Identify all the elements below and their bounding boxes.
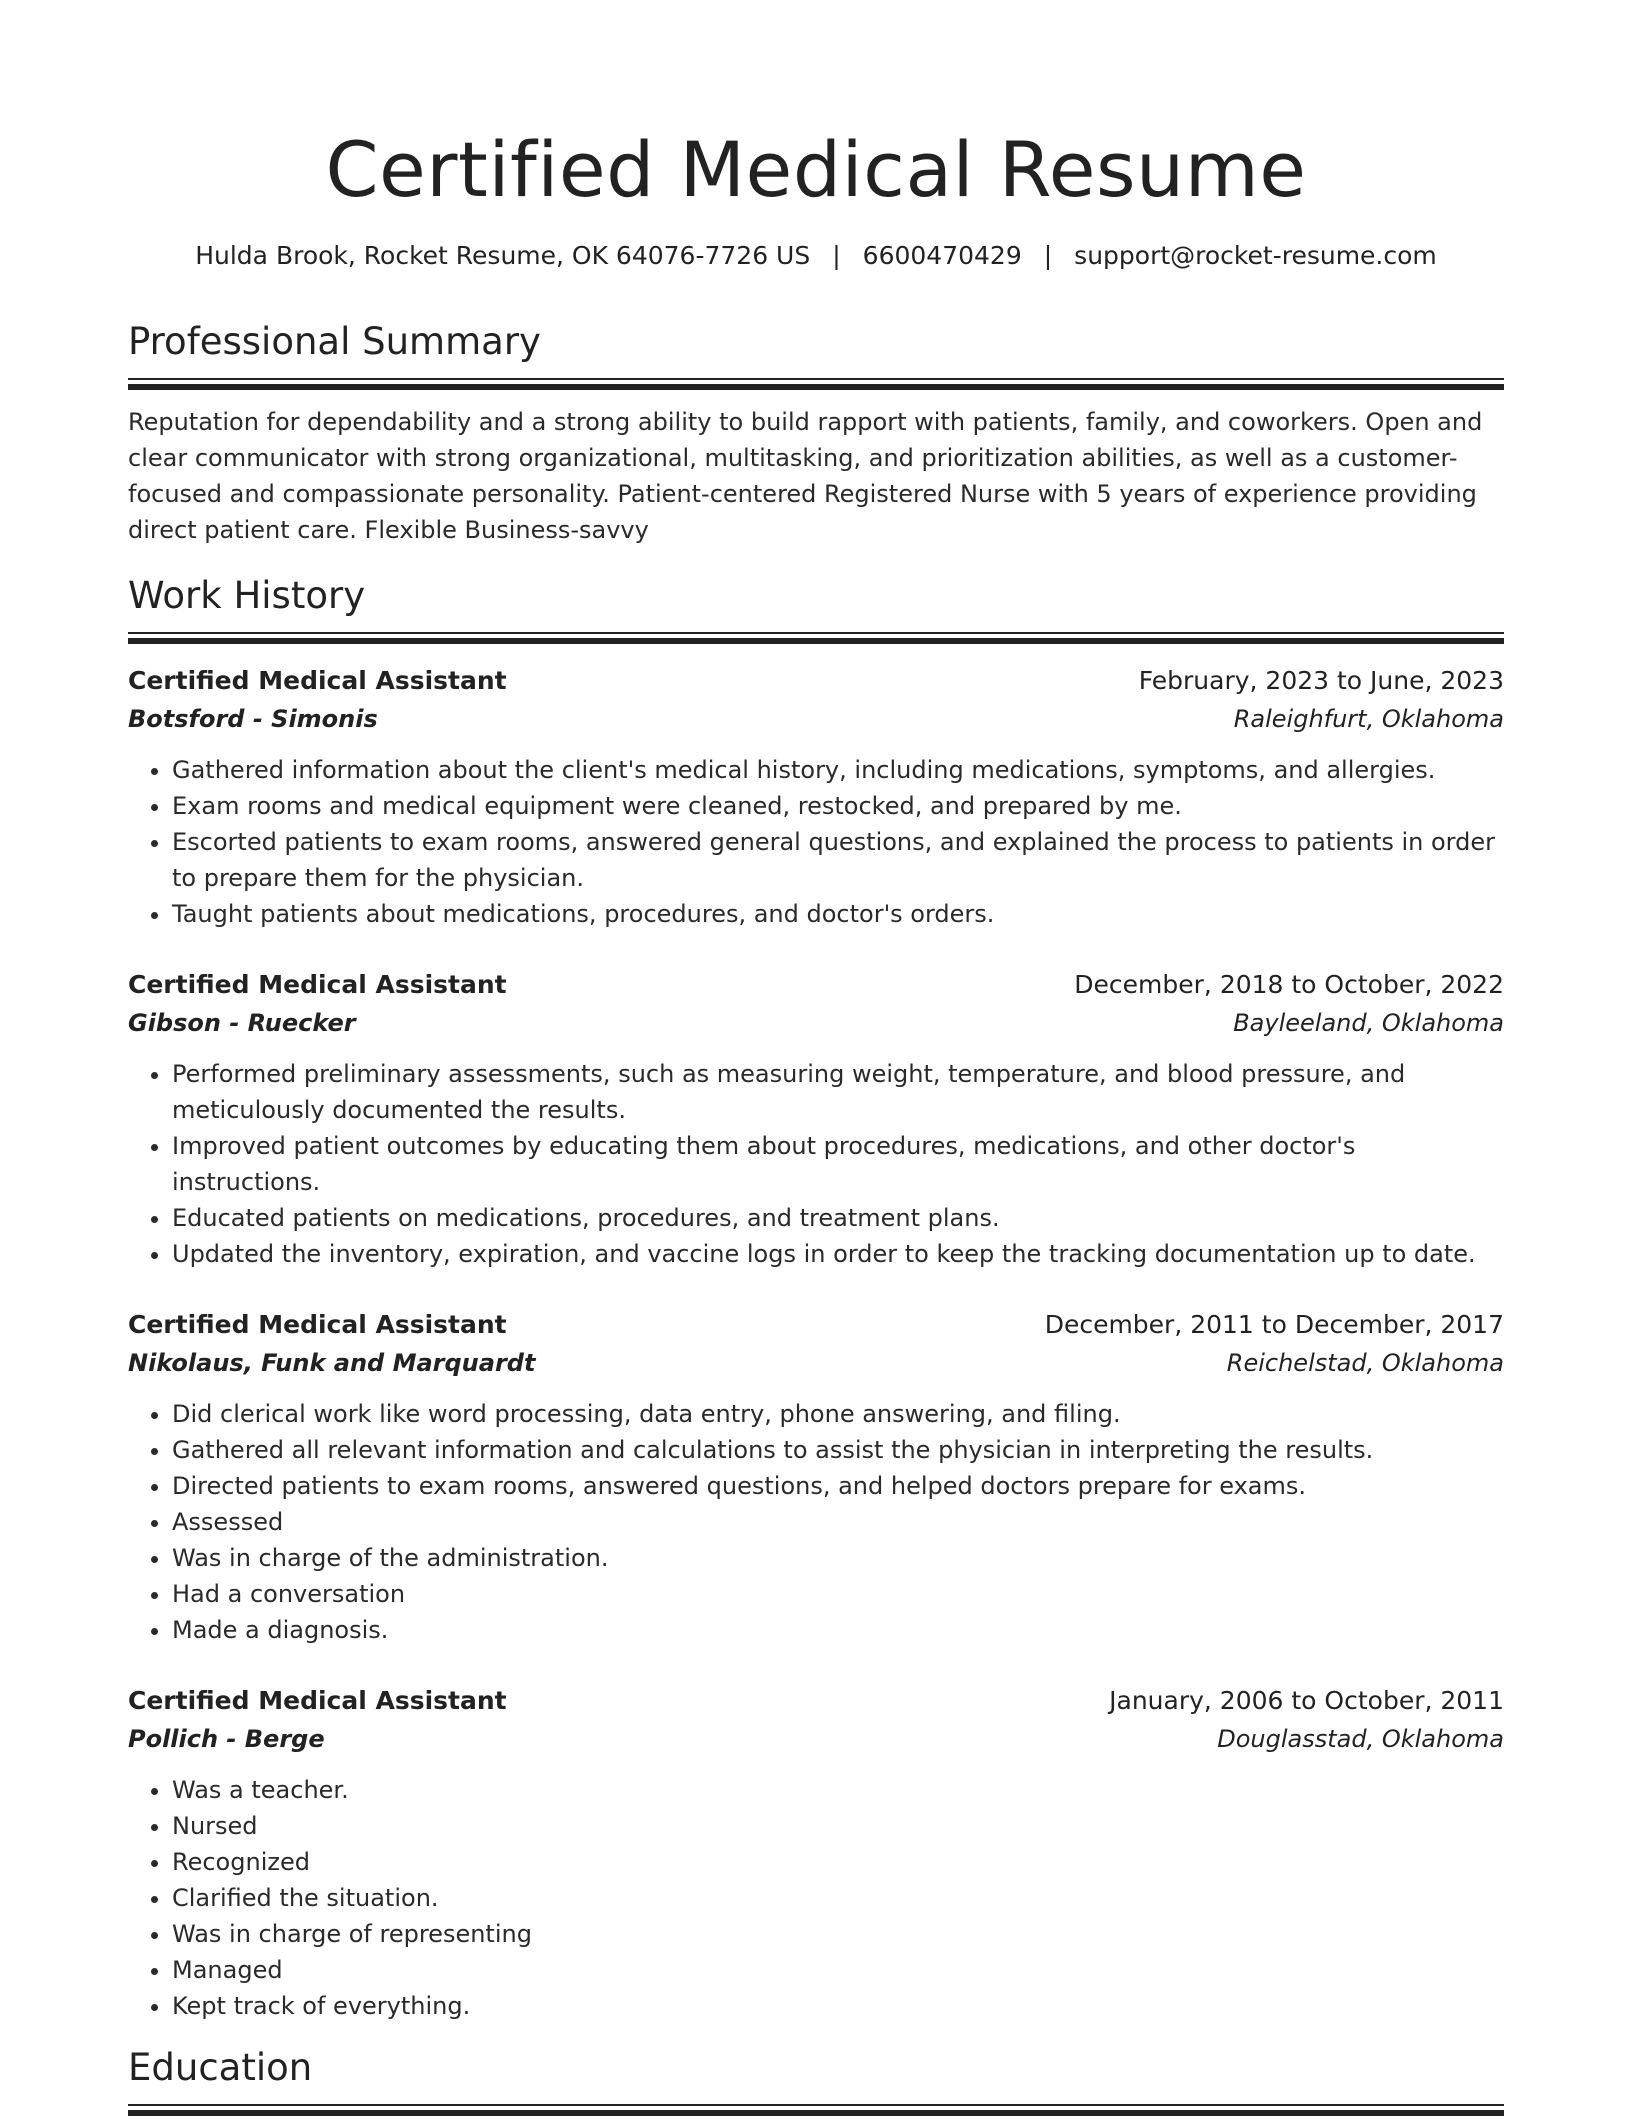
job-duty-item: • Updated the inventory, expiration, and vaccine logs in order to keep the tracking documentation up to date. <box>172 1236 1504 1272</box>
education-section <box>128 2044 1504 2116</box>
job-location: Bayleeland, Oklahoma <box>1233 1009 1504 1037</box>
professional-summary-section <box>128 318 1504 548</box>
job-company: Pollich - Berge <box>128 1725 325 1753</box>
job-duty-item: • Gathered all relevant information and calculations to assist the physician in interpreting the results. <box>172 1432 1504 1468</box>
job-entry <box>128 1682 1504 2024</box>
job-title: Certified Medical Assistant <box>128 970 507 999</box>
job-title: Certified Medical Assistant <box>128 1686 507 1715</box>
jobs-list <box>128 662 1504 2024</box>
contact-separator: | <box>1043 241 1053 270</box>
job-company-row <box>128 1344 1504 1382</box>
job-duty-item: • Did clerical work like word processing, data entry, phone answering, and filing. <box>172 1396 1504 1432</box>
job-entry <box>128 1306 1504 1648</box>
contact-phone: 6600470429 <box>862 241 1022 270</box>
contact-email: support@rocket-resume.com <box>1074 241 1437 270</box>
job-location: Raleighfurt, Oklahoma <box>1233 705 1504 733</box>
job-duty-item: • Assessed <box>172 1504 1504 1540</box>
job-duties-list <box>128 752 1504 932</box>
job-duty-item: • Directed patients to exam rooms, answered questions, and helped doctors prepare for exams. <box>172 1468 1504 1504</box>
job-dates: December, 2011 to December, 2017 <box>1044 1310 1504 1339</box>
job-duty-item: • Recognized <box>172 1844 1504 1880</box>
job-title: Certified Medical Assistant <box>128 1310 507 1339</box>
resume-title: Certified Medical Resume <box>325 125 1307 214</box>
job-entry <box>128 966 1504 1272</box>
job-duty-item: • Was in charge of representing <box>172 1916 1504 1952</box>
job-duties-list <box>128 1056 1504 1272</box>
job-location: Reichelstad, Oklahoma <box>1226 1349 1504 1377</box>
job-duty-item: • Improved patient outcomes by educating them about procedures, medications, and other doctor's instructions. <box>172 1128 1504 1200</box>
job-duty-item: • Was a teacher. <box>172 1772 1504 1808</box>
job-duty-item: • Made a diagnosis. <box>172 1612 1504 1648</box>
section-heading-education: Education <box>128 2046 313 2089</box>
contact-line <box>128 238 1504 274</box>
job-duty-item: • Kept track of everything. <box>172 1988 1504 2024</box>
job-company: Botsford - Simonis <box>128 705 378 733</box>
job-duty-item: • Managed <box>172 1952 1504 1988</box>
job-duty-item: • Escorted patients to exam rooms, answered general questions, and explained the process to patients in order to prepare them for the physician. <box>172 824 1504 896</box>
work-history-section <box>128 572 1504 2024</box>
job-dates: January, 2006 to October, 2011 <box>1109 1686 1504 1715</box>
job-header-row <box>128 966 1504 1004</box>
job-company-row <box>128 700 1504 738</box>
job-company: Gibson - Ruecker <box>128 1009 356 1037</box>
section-divider <box>128 2104 1504 2116</box>
section-heading-summary: Professional Summary <box>128 320 541 363</box>
job-duty-item: • Taught patients about medications, procedures, and doctor's orders. <box>172 896 1504 932</box>
section-divider <box>128 378 1504 390</box>
job-duty-item: • Exam rooms and medical equipment were cleaned, restocked, and prepared by me. <box>172 788 1504 824</box>
contact-separator: | <box>832 241 841 270</box>
job-header-row <box>128 662 1504 700</box>
job-duty-item: • Nursed <box>172 1808 1504 1844</box>
job-dates: December, 2018 to October, 2022 <box>1074 970 1504 999</box>
summary-text: Reputation for dependability and a strong ability to build rapport with patients, family, and coworkers. Open and clear communicator with strong organizational, multitasking, and prioritization abilities, as well as a customer-focused and compassionate personality. Patient-centered Registered Nurse with 5 years of experience providing direct patient care. Flexible Business-savvy <box>128 408 1483 544</box>
job-location: Douglasstad, Oklahoma <box>1217 1725 1504 1753</box>
job-dates: February, 2023 to June, 2023 <box>1138 666 1504 695</box>
job-company-row <box>128 1004 1504 1042</box>
section-heading-work: Work History <box>128 574 366 617</box>
job-duty-item: • Educated patients on medications, procedures, and treatment plans. <box>172 1200 1504 1236</box>
job-duty-item: • Clarified the situation. <box>172 1880 1504 1916</box>
job-duty-item: • Performed preliminary assessments, such as measuring weight, temperature, and blood pressure, and meticulously documented the results. <box>172 1056 1504 1128</box>
job-duty-item: • Was in charge of the administration. <box>172 1540 1504 1576</box>
job-entry <box>128 662 1504 932</box>
job-company: Nikolaus, Funk and Marquardt <box>128 1349 536 1377</box>
job-duties-list <box>128 1772 1504 2024</box>
job-duties-list <box>128 1396 1504 1648</box>
job-duty-item: • Gathered information about the client's medical history, including medications, symptoms, and allergies. <box>172 752 1504 788</box>
contact-address: Hulda Brook, Rocket Resume, OK 64076-7726 US <box>195 241 811 270</box>
job-header-row <box>128 1682 1504 1720</box>
section-divider <box>128 632 1504 644</box>
job-title: Certified Medical Assistant <box>128 666 507 695</box>
job-company-row <box>128 1720 1504 1758</box>
job-duty-item: • Had a conversation <box>172 1576 1504 1612</box>
job-header-row <box>128 1306 1504 1344</box>
